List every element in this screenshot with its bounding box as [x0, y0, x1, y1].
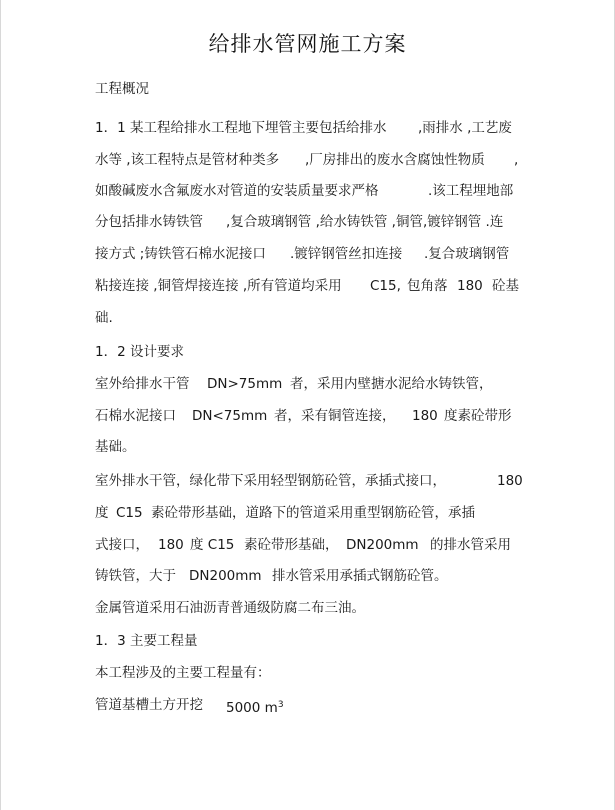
p3-line2-c: 素砼带形基础，道路下的管道采用重型钢筋砼管，承插: [151, 505, 475, 521]
p2-line3: 基础。: [95, 439, 136, 455]
p6-line-a: 管道基槽土方开挖: [95, 697, 203, 713]
page-left-edge: [0, 0, 1, 810]
p1-line5-b: .镀锌钢管丝扣连接: [290, 246, 403, 262]
p2-line2-b: DN<75mm: [192, 408, 268, 424]
p1-line6-b: C15,: [370, 278, 401, 294]
p6-unit-exponent: 3: [277, 700, 284, 710]
p2-line2-e: 度素砼带形: [444, 408, 512, 424]
p1-line6-a: 粘接连接 ,铜管焊接连接 ,所有管道均采用: [95, 278, 342, 294]
p3-line2-a: 度: [95, 505, 109, 521]
p2-line1-c: 者，采用内壁搪水泥给水铸铁管，: [290, 376, 493, 392]
section-heading-quantity: 1．3 主要工程量: [95, 633, 198, 649]
p1-line4-b: ,复合玻璃钢管 ,给水铸铁管 ,铜管,镀锌钢管 .连: [226, 214, 504, 230]
p2-line2-c: 者，采有铜管连接，: [274, 408, 396, 424]
p3-line3-d: 素砼带形基础，: [244, 537, 339, 553]
p3-line3-c: 度 C15: [190, 537, 235, 553]
p1-line7: 础.: [95, 310, 113, 326]
p1-line6-d: 180: [457, 278, 483, 294]
p2-line1-b: DN>75mm: [207, 376, 283, 392]
p5-line: 本工程涉及的主要工程量有：: [95, 665, 271, 681]
p2-line1-a: 室外给排水干管: [95, 376, 190, 392]
p3-line1-a: 室外排水干管，绿化带下采用轻型钢筋砼管，承插式接口，: [95, 473, 446, 489]
p1-line1-b: ,雨排水 ,工艺废: [418, 120, 512, 136]
p1-line6-c: 包角落: [407, 278, 448, 294]
p1-line4-a: 分包括排水铸铁管: [95, 214, 203, 230]
p1-line2-c: ,: [514, 152, 519, 168]
p3-line3-b: 180: [158, 537, 184, 553]
p1-line1-a: 1．1 某工程给排水工程地下埋管主要包括给排水: [95, 120, 387, 136]
p3-line4-c: 排水管采用承插式钢筋砼管。: [272, 568, 448, 584]
p1-line2-b: ,厂房排出的废水含腐蚀性物质: [305, 152, 485, 168]
section-heading-overview: 工程概况: [95, 81, 149, 97]
p3-line2-b: C15: [116, 505, 143, 521]
p3-line3-e: DN200mm: [346, 537, 419, 553]
p6-quantity: 5000 m: [226, 700, 278, 716]
p1-line3-a: 如酸碱废水含氟废水对管道的安装质量要求严格: [95, 183, 379, 199]
document-title: 给排水管网施工方案: [208, 32, 407, 56]
p1-line5-c: .复合玻璃钢管: [424, 246, 510, 262]
p1-line3-b: .该工程埋地部: [428, 183, 514, 199]
section-heading-design: 1．2 设计要求: [95, 344, 184, 360]
p3-line4-a: 铸铁管，大于: [95, 568, 176, 584]
p3-line3-a: 式接口，: [95, 537, 149, 553]
p6-line-b: [226, 695, 284, 718]
p3-line1-b: 180: [497, 473, 523, 489]
p3-line3-f: 的排水管采用: [430, 537, 511, 553]
p2-line2-a: 石棉水泥接口: [95, 408, 176, 424]
p2-line2-d: 180: [412, 408, 438, 424]
p3-line4-b: DN200mm: [189, 568, 262, 584]
p4-line: 金属管道采用石油沥青普通级防腐二布三油。: [95, 600, 365, 616]
p1-line2-a: 水等 ,该工程特点是管材种类多: [95, 152, 280, 168]
p1-line6-e: 砼基: [492, 278, 519, 294]
p1-line5-a: 接方式 ;铸铁管石棉水泥接口: [95, 246, 266, 262]
